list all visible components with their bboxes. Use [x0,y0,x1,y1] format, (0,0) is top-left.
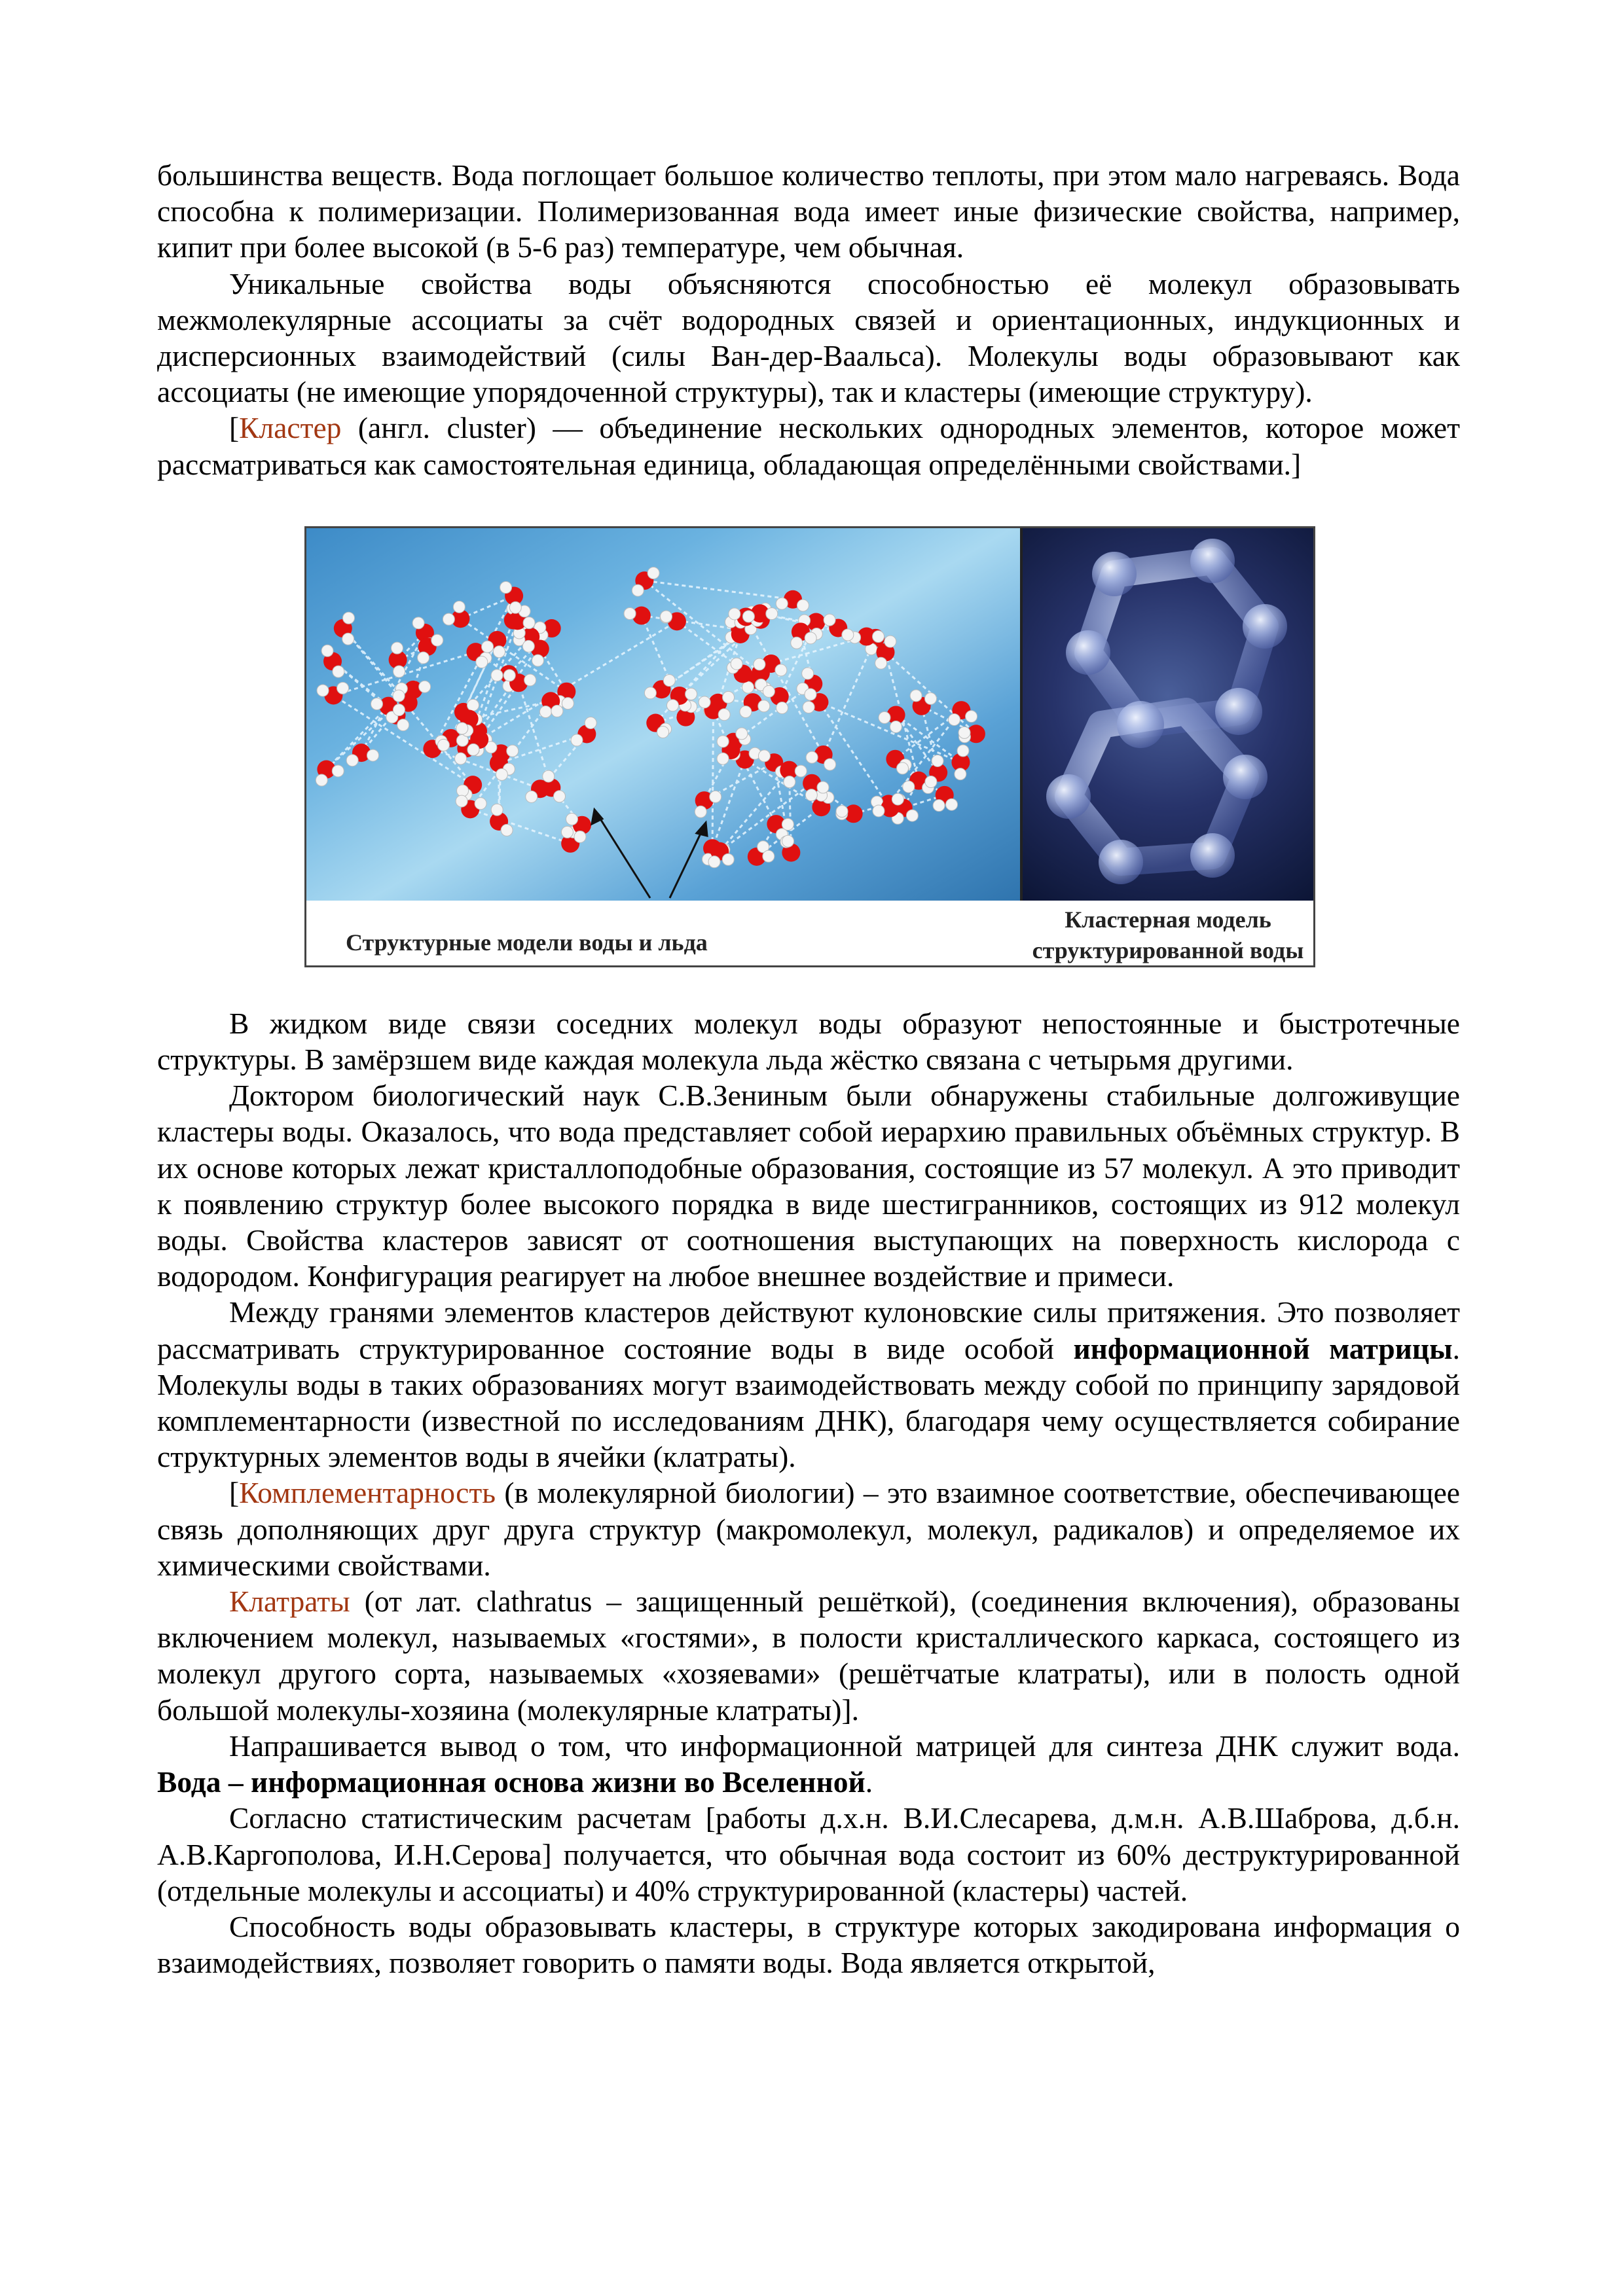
hydrogen-atom [946,798,958,810]
hydrogen-bond [720,783,812,852]
paragraph [157,1909,1460,1981]
hydrogen-atom [509,601,521,613]
hydrogen-atom [776,598,788,609]
text-run: Уникальные свойства воды объясняются способностью её молекул образовывать межмолекулярные ассоциаты за счёт водородных связей и ориентационных, индукционных и дисперсионных взаимодействий (силы Ван-дер-Ваальса). Молекулы воды образовывают как ассоциаты (не имеющие упорядоченной структуры), так и кластеры (имеющие структуру). [157,266,1460,409]
hydrogen-atom [722,853,734,865]
hydrogen-atom [784,776,795,787]
hydrogen-atom [718,709,730,721]
hydrogen-atom [925,692,937,704]
hydrogen-atom [574,831,586,842]
text-run: (от лат. clathratus – защищенный решёткой), (соединения включения), образованы включением молекул, называемых «гостями», в полости кристаллического каркаса, состоящего из молекул другого сорта, называемых «хозяевами» (решётчатые клатраты), или в полость одной большой молекулы-хозяина (молекулярные клатраты)]. [157,1585,1460,1727]
hydrogen-atom [507,745,519,757]
hydrogen-atom [539,706,551,717]
hydrogen-atom [491,670,503,681]
hydrogen-atom [763,685,775,697]
text-run: большинства веществ. Вода поглощает большое количество теплоты, при этом мало нагреваясь. Вода способна к полимеризации. Полимеризованная вода имеет иные физические свойства, например, кипит при более высокой (в 5-6 раз) температуре, чем обычная. [157,158,1460,264]
hydrogen-atom [903,781,915,793]
hydrogen-atom [585,717,596,728]
hydrogen-atom [397,719,409,730]
hydrogen-atom [824,759,836,770]
text-run: (англ. cluster) — объединение нескольких однородных элементов, которое может рассматриваться как самостоятельная единица, обладающая определёнными свойствами.] [157,411,1460,481]
caption-structural-models: Структурные модели воды и льда [346,929,708,956]
hydrogen-atom [729,608,740,620]
water-ice-molecular-model-image [306,528,1020,901]
hydrogen-atom [647,567,659,579]
text-run: [ [229,411,240,445]
text-run: (в молекулярной биологии) – это взаимное соответствие, обеспечивающее связь дополняющих друг друга структур (макромолекул, молекул, радикалов) и определяемое их химическими свойствами. [157,1476,1460,1582]
caption-cluster-line1: Кластерная модель [1065,906,1271,933]
hydrogen-atom [346,755,358,766]
hydrogen-atom [775,664,787,676]
hydrogen-atom [763,850,775,862]
paragraph [157,1005,1460,1077]
hydrogen-atom [824,614,835,626]
hydrogen-atom [742,681,754,693]
hydrogen-atom [776,702,788,713]
hydrogen-atom [367,749,379,761]
hydrogen-atom [797,600,809,611]
hydrogen-atom [467,744,479,755]
hydrogen-atom [443,613,454,625]
text-run: Напрашивается вывод о том, что информационной матрицей для синтеза ДНК служит вода. [229,1729,1460,1763]
hydrogen-atom [805,689,816,700]
hydrogen-atom [393,666,405,677]
hydrogen-atom [758,750,770,762]
hydrogen-atom [685,688,697,700]
document-page [157,157,1460,1981]
text-run: . Молекулы воды в таких образованиях могут взаимодействовать между собой по принципу зарядовой комплементарности (известной по исследованиям ДНК), благодаря чему осуществляется собирание структурных элементов воды в ячейки (клатраты). [157,1331,1461,1474]
text-run: [ [229,1476,240,1510]
hydrogen-atom [500,581,512,593]
term-highlight: Кластер [239,411,342,445]
hydrogen-atom [332,765,344,777]
hydrogen-atom [321,645,333,656]
cluster-model-graphic [1023,528,1313,901]
text-block-top [157,157,1460,482]
text-run: Согласно статистическим расчетам [работы д.х.н. В.И.Слесарева, д.м.н. А.В.Шаброва, д.б.н. А.В.Каргополова, И.Н.Серова] получается, что обычная вода состоит из 60% деструктурированной (отдельные молекулы и ассоциаты) и 40% структурированной (кластеры) частей. [157,1801,1460,1907]
hydrogen-atom [803,701,814,713]
hydrogen-atom [695,806,706,817]
hydrogen-atom [644,687,656,699]
hydrogen-atom [431,634,443,646]
hydrogen-atom [661,611,672,622]
bold-text: Вода – информационная основа жизни во Вселенной [157,1765,866,1799]
paragraph [157,1294,1460,1475]
hydrogen-atom [906,810,918,821]
hydrogen-bond [470,809,570,843]
hydrogen-atom [884,636,896,647]
arrowhead-right [697,823,707,836]
hydrogen-bond [712,759,745,848]
hydrogen-atom [524,674,536,686]
hydrogen-atom [496,768,507,780]
hydrogen-atom [526,791,538,802]
hydrogen-atom [333,666,344,677]
caption-cluster-model [1023,905,1313,966]
hydrogen-atom [955,768,966,780]
hydrogen-atom [562,697,574,709]
hydrogen-atom [522,640,534,652]
hydrogen-atom [873,630,884,642]
hydrogen-atom [412,617,424,629]
hydrogen-atom [453,601,465,613]
hydrogen-atom [805,632,816,644]
hydrogen-atom [624,607,636,619]
hydrogen-atom [493,646,505,658]
arrowhead-left [592,810,602,824]
hydrogen-atom [890,721,902,732]
hydrogen-atom [342,633,354,645]
hydrogen-atom [933,799,945,811]
hydrogen-atom [754,658,765,670]
hydrogen-atom [475,798,486,810]
hydrogen-bond [644,581,793,600]
hydrogen-atom [699,696,710,708]
hydrogen-atom [391,642,403,654]
hydrogen-atom [717,736,729,747]
hydrogen-atom [708,856,720,868]
hydrogen-atom [897,762,909,774]
hydrogen-atom [805,789,817,801]
hydrogen-atom [523,617,535,628]
molecule-diagram [306,528,1020,901]
hydrogen-atom [875,657,887,669]
hydrogen-atom [553,791,565,802]
hydrogen-atom [501,824,513,836]
term-highlight: Клатраты [229,1585,350,1619]
hydrogen-atom [316,774,327,786]
hydrogen-atom [957,745,969,757]
hydrogen-atom [782,835,794,847]
hydrogen-bond [712,710,713,848]
hydrogen-atom [782,818,793,830]
hydrogen-atom [343,612,355,624]
hydrogen-atom [393,690,405,702]
hydrogen-atom [932,755,943,766]
caption-cluster-line2: структурированной воды [1032,937,1304,963]
hydrogen-atom [795,765,807,777]
hydrogen-atom [736,728,748,740]
hydrogen-atom [710,791,721,802]
paragraph [157,157,1460,266]
term-highlight: Комплементарность [239,1476,496,1510]
hydrogen-atom [666,700,678,711]
hydrogen-atom [456,723,468,734]
hydrogen-atom [566,813,578,825]
hydrogen-atom [543,770,555,782]
hydrogen-atom [455,753,467,764]
hydrogen-atom [491,804,503,816]
hydrogen-atom [571,734,583,746]
paragraph [157,1583,1460,1728]
hydrogen-atom [842,629,854,641]
hydrogen-atom [551,705,563,717]
hydrogen-atom [317,685,329,696]
paragraph [157,1475,1460,1583]
hydrogen-atom [456,795,467,807]
hydrogen-atom [657,726,669,738]
text-run: Способность воды образовывать кластеры, в структуре которых закодирована информация о взаимодействиях, позволяет говорить о памяти воды. Вода является открытой, [157,1909,1460,1980]
hydrogen-atom [337,682,349,694]
hydrogen-atom [371,698,383,709]
hydrogen-atom [836,805,848,817]
hydrogen-atom [892,793,903,805]
paragraph [157,1077,1460,1294]
hydrogen-atom [949,713,960,725]
hydrogen-atom [632,584,644,596]
hydrogen-atom [910,690,922,702]
pointer-arrow-left [594,810,650,898]
hydrogen-atom [717,753,729,764]
hydrogen-atom [723,691,735,703]
hydrogen-atom [742,611,754,622]
paragraph [157,266,1460,410]
hydrogen-atom [532,655,544,666]
bold-text: информационной матрицы [1073,1331,1453,1365]
hydrogen-atom [802,668,814,679]
hydrogen-atom [806,751,818,763]
hydrogen-atom [476,656,488,668]
text-block-bottom [157,1005,1460,1981]
hydrogen-atom [663,674,675,686]
hydrogen-atom [419,681,431,692]
hydrogen-atom [561,826,573,838]
hydrogen-atom [503,670,515,681]
hydrogen-atom [958,726,970,738]
paragraph [157,410,1460,482]
hydrogen-atom [879,711,890,723]
hydrogen-atom [731,658,742,670]
figure-water-models [304,526,1315,967]
text-run: Между гранями элементов кластеров действуют кулоновские силы притяжения. Это позволяет рассматривать структурированное состояние воды в виде особой [157,1295,1460,1365]
hydrogen-atom [873,805,884,817]
hydrogen-atom [457,785,469,797]
text-run: Доктором биологический наук С.В.Зениным были обнаружены стабильные долгоживущие кластеры воды. Оказалось, что вода представляет собой иерархию правильных объёмных структур. В их основе которых лежат кристаллоподобные образования, состоящие из 57 молекул. А это приводит к появлению структур более высокого порядка в виде шестигранников, состоящих из 912 молекул воды. Свойства кластеров зависят от соотношения выступающих на поверхность кислорода с водородом. Конфигурация реагирует на любое внешнее воздействие и примеси. [157,1079,1460,1293]
hydrogen-atom [791,637,803,649]
hydrogen-atom [740,706,752,717]
paragraph [157,1728,1460,1800]
hydrogen-bond [824,638,876,755]
cluster-model-image [1023,528,1313,901]
hydrogen-atom [467,699,479,711]
text-run: В жидком виде связи соседних молекул воды образуют непостоянные и быстротечные структуры. В замёрзшем виде каждая молекула льда жёстко связана с четырьмя другими. [157,1006,1460,1077]
hydrogen-atom [966,710,977,722]
text-run: . [865,1765,873,1799]
hydrogen-atom [925,776,937,787]
hydrogen-atom [758,700,770,712]
hydrogen-atom [766,607,778,619]
paragraph [157,1800,1460,1909]
hydrogen-atom [393,704,405,716]
hydrogen-atom [418,652,429,664]
hydrogen-atom [437,739,449,751]
hydrogen-atom [817,781,829,793]
hydrogen-atom [482,641,494,653]
